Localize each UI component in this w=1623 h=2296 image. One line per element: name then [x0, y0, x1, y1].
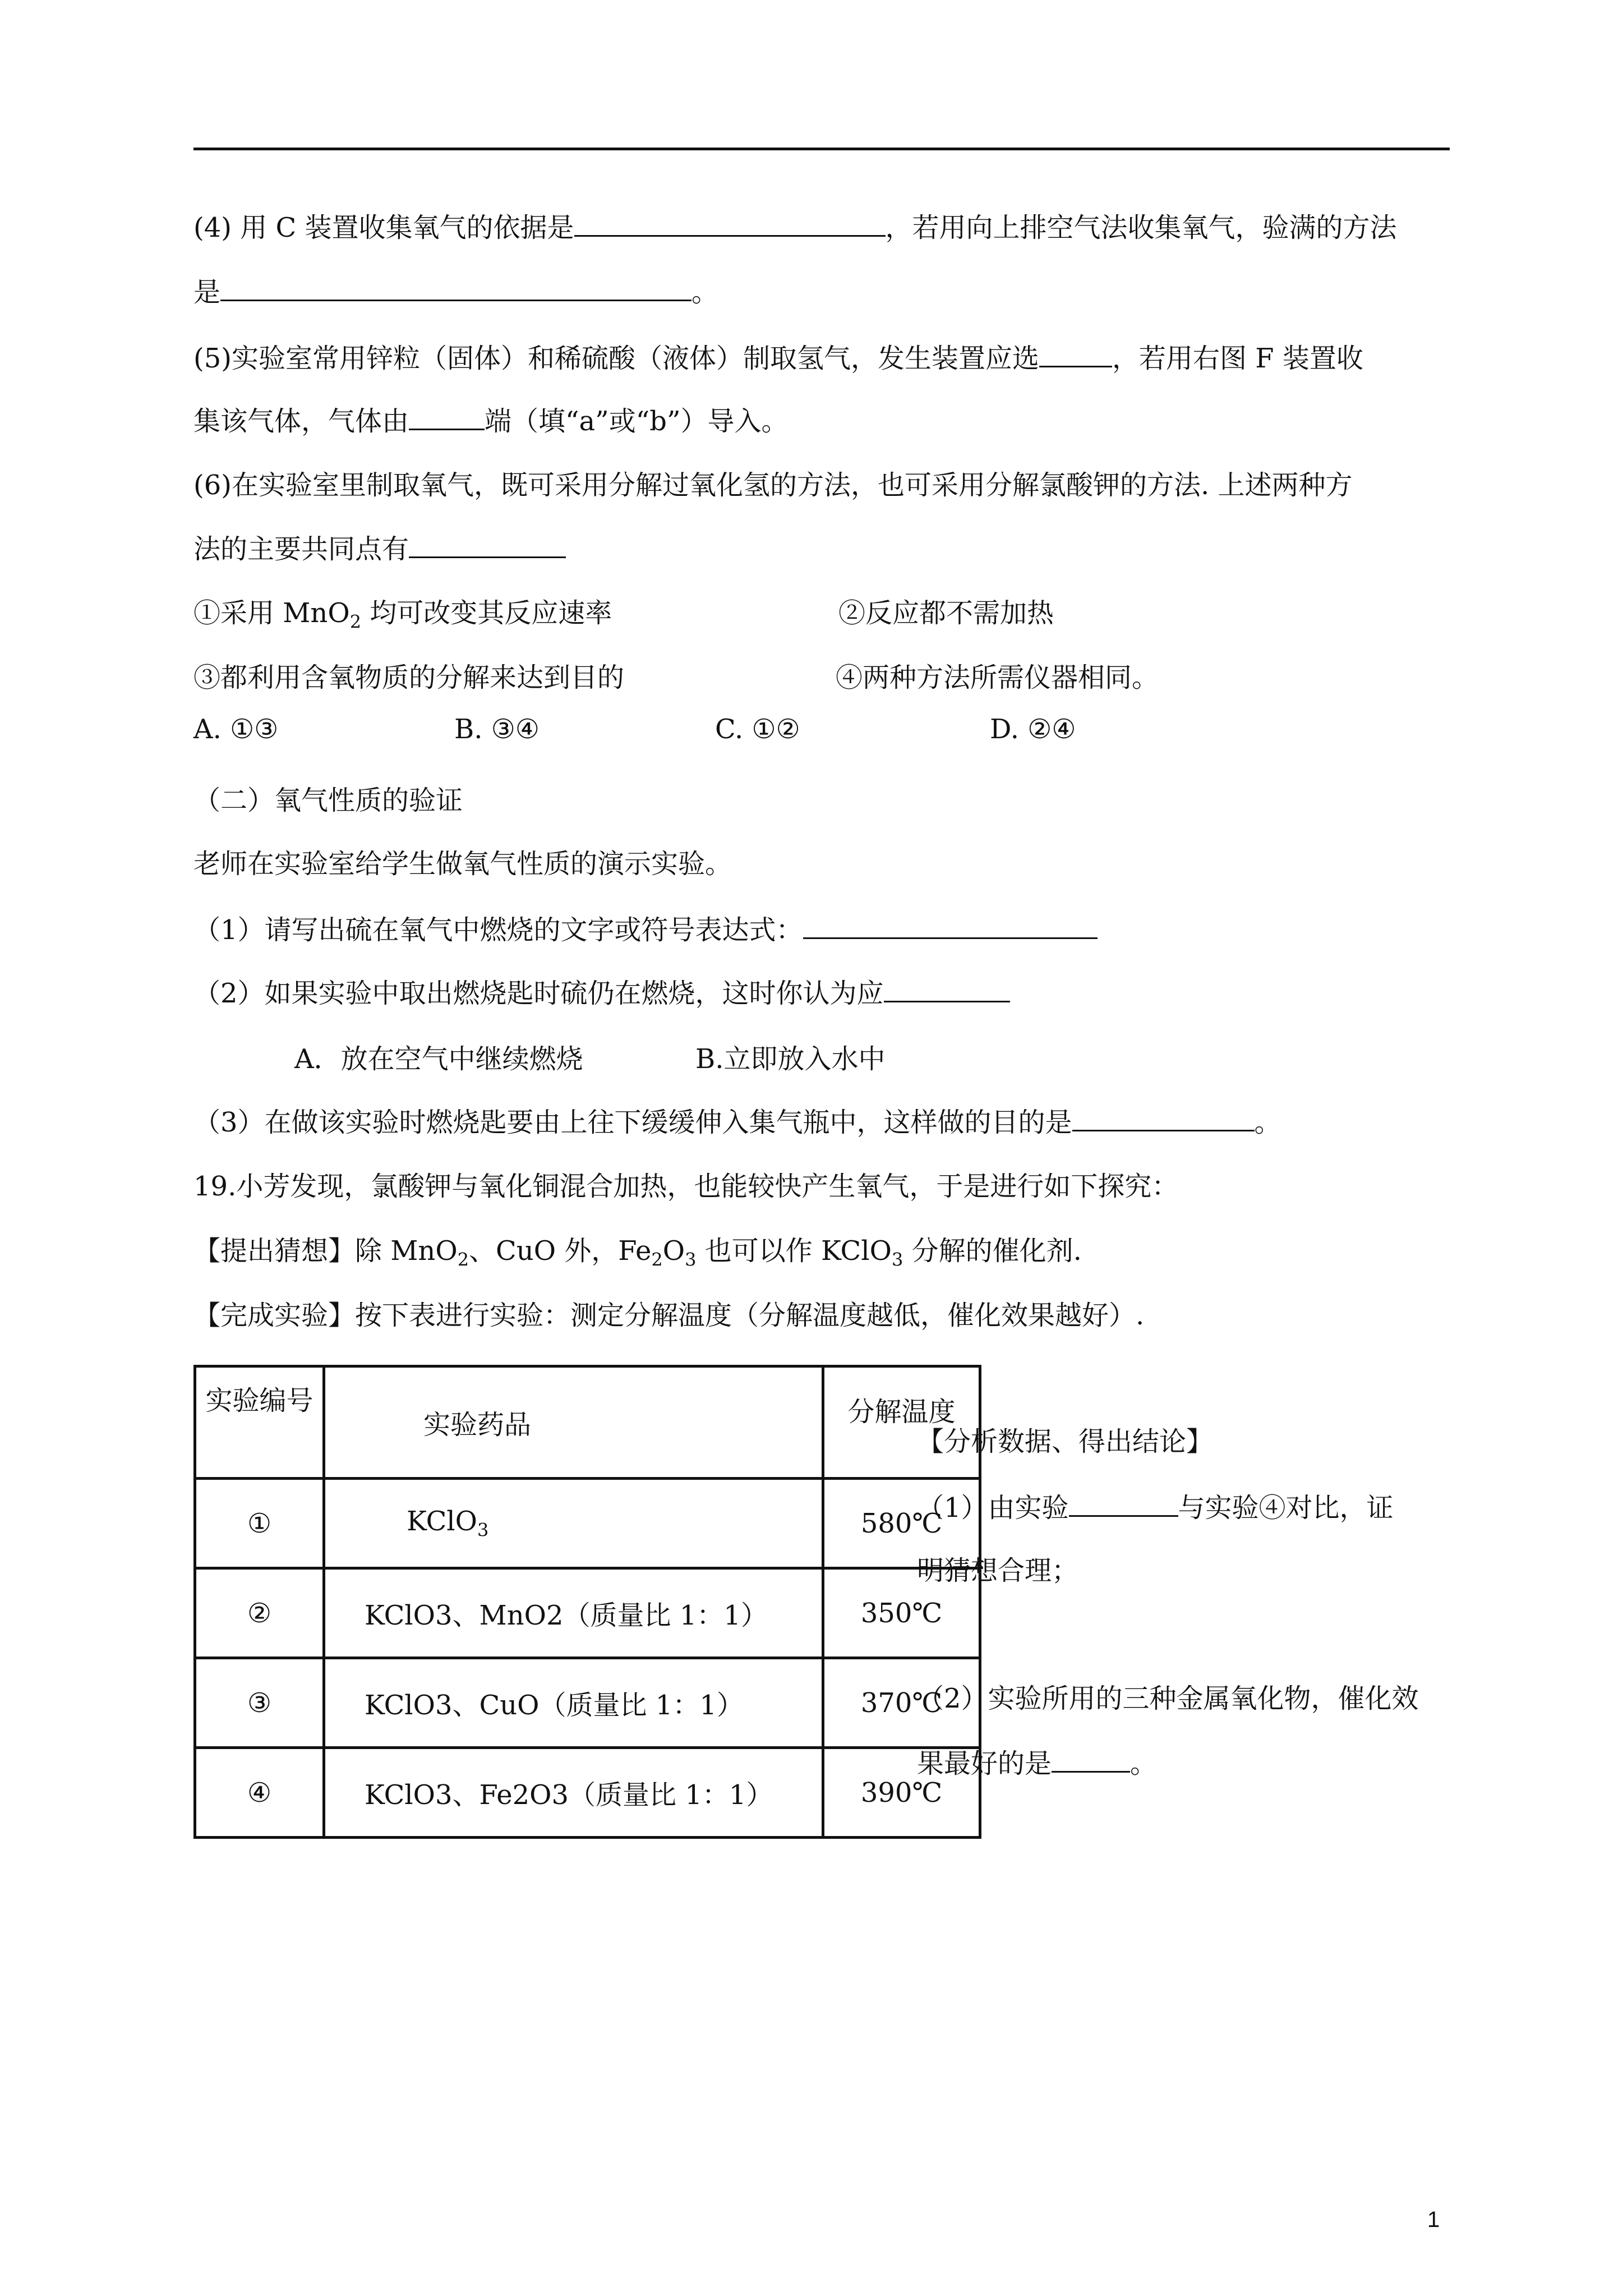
table-row — [195, 1479, 980, 1568]
q5-blank-2[interactable] — [409, 404, 485, 430]
q5-text-2: ，若用右图 F 装置收 — [1112, 343, 1363, 374]
header-rule — [193, 148, 1450, 150]
table-header-drug: 实验药品 — [324, 1366, 823, 1479]
table-cell-no: ④ — [195, 1748, 324, 1838]
table-cell-temp: 350℃ — [823, 1568, 980, 1658]
analysis-q1-text: （1）由实验 — [917, 1492, 1069, 1524]
q6-choice-d[interactable]: D. ②④ — [990, 714, 1076, 745]
q6-option-2: ②反应都不需加热 — [838, 597, 1054, 629]
q4-text-3: 是 — [193, 277, 221, 308]
section2-heading: （二）氧气性质的验证 — [193, 785, 463, 816]
section2-q2-option-a[interactable]: A．放在空气中继续燃烧 — [294, 1043, 583, 1075]
q4-text: (4) 用 C 装置收集氧气的依据是 — [193, 212, 574, 243]
table-cell-no: ② — [195, 1568, 324, 1658]
q19-experiment: 【完成实验】按下表进行实验：测定分解温度（分解温度越低，催化效果越好）. — [193, 1300, 1145, 1331]
table-cell-drug: KClO3、CuO（质量比 1：1） — [324, 1658, 823, 1748]
q5-text: (5)实验室常用锌粒（固体）和稀硫酸（液体）制取氢气，发生装置应选 — [193, 343, 1039, 374]
q6-option-1 — [193, 596, 612, 639]
hyp-text-a: 【提出猜想】除 MnO — [193, 1235, 458, 1267]
section2-q1-blank[interactable] — [803, 913, 1098, 939]
hyp-sub-2: 2 — [651, 1249, 663, 1271]
q6-option-3: ③都利用含氧物质的分解来达到目的 — [193, 662, 625, 693]
table-cell-drug: KClO3、Fe2O3（质量比 1：1） — [324, 1748, 823, 1838]
table-cell-no: ③ — [195, 1658, 324, 1748]
table-cell-no: ① — [195, 1479, 324, 1568]
section2-q2-option-b[interactable]: B.立即放入水中 — [695, 1043, 886, 1075]
q19-intro: 19.小芳发现，氯酸钾与氧化铜混合加热，也能较快产生氧气，于是进行如下探究： — [193, 1171, 1179, 1202]
hyp-text-c: O — [662, 1235, 685, 1267]
q6-choice-c[interactable]: C. ①② — [715, 714, 800, 745]
section2-intro: 老师在实验室给学生做氧气性质的演示实验。 — [193, 848, 732, 880]
analysis-q1-text-2: 与实验④对比，证 — [1178, 1492, 1394, 1524]
q5-text-4: 端（填“a”或“b”）导入。 — [485, 406, 789, 437]
section2-q3 — [193, 1105, 1281, 1139]
hyp-sub-1: 2 — [457, 1249, 469, 1271]
q6-line1: (6)在实验室里制取氧气，既可采用分解过氧化氢的方法，也可采用分解氯酸钾的方法. 上述两种方 — [193, 470, 1353, 501]
section2-q2 — [193, 976, 1010, 1010]
q19-hypothesis — [193, 1234, 1082, 1277]
q4-line2 — [193, 275, 718, 309]
q6-line2 — [193, 532, 566, 566]
section2-q1 — [193, 913, 1098, 947]
table-row — [195, 1568, 980, 1658]
table-cell-drug: KClO3、MnO2（质量比 1：1） — [324, 1568, 823, 1658]
q6-choice-a[interactable]: A. ①③ — [193, 714, 279, 745]
hyp-text-e: 分解的催化剂. — [903, 1235, 1082, 1267]
q5-line1 — [193, 341, 1363, 375]
q6-text: 法的主要共同点有 — [193, 533, 409, 565]
hyp-text-b: 、CuO 外，Fe — [469, 1235, 652, 1267]
page-number: 1 — [1427, 2207, 1440, 2232]
q4-blank-2[interactable] — [220, 275, 691, 301]
q5-text-3: 集该气体，气体由 — [193, 406, 409, 437]
q4-blank-1[interactable] — [574, 210, 886, 237]
q6-option-1-text-2: 均可改变其反应速率 — [361, 597, 612, 629]
table-cell-temp: 370℃ — [823, 1658, 980, 1748]
q6-option-1-sub: 2 — [349, 611, 362, 633]
q4-line1 — [193, 210, 1397, 245]
q4-text-4: 。 — [691, 277, 719, 308]
table-cell-temp: 390℃ — [823, 1748, 980, 1838]
table-row — [195, 1658, 980, 1748]
section2-q3-end: 。 — [1254, 1107, 1281, 1138]
q4-text-2: ，若用向上排空气法收集氧气，验满的方法 — [885, 212, 1397, 243]
table-cell-drug — [324, 1479, 823, 1568]
section2-q3-text: （3）在做该实验时燃烧匙要由上往下缓缓伸入集气瓶中，这样做的目的是 — [193, 1107, 1072, 1138]
analysis-q1-line1 — [917, 1490, 1394, 1525]
analysis-q1-blank[interactable] — [1069, 1490, 1178, 1517]
section2-q2-text: （2）如果实验中取出燃烧匙时硫仍在燃烧，这时你认为应 — [193, 978, 884, 1009]
analysis-q1-line2: 明猜想合理； — [917, 1555, 1079, 1586]
q6-option-4: ④两种方法所需仪器相同。 — [836, 662, 1159, 693]
analysis-q2-end: 。 — [1130, 1748, 1158, 1779]
table-cell-temp: 580℃ — [823, 1479, 980, 1568]
section2-q2-blank[interactable] — [884, 976, 1010, 1002]
analysis-title: 【分析数据、得出结论】 — [917, 1426, 1214, 1457]
analysis-q2-line1: （2）实验所用的三种金属氧化物，催化效 — [917, 1683, 1419, 1714]
section2-q3-blank[interactable] — [1072, 1105, 1255, 1131]
table-cell-drug-text: KClO — [407, 1506, 477, 1538]
table-row — [195, 1748, 980, 1838]
q5-line2 — [193, 404, 789, 438]
table-header-row — [195, 1366, 980, 1479]
hyp-text-d: 也可以作 KClO — [696, 1235, 892, 1267]
analysis-q2-text: 果最好的是 — [917, 1748, 1052, 1779]
q5-blank-1[interactable] — [1039, 341, 1112, 367]
experiment-table — [193, 1365, 981, 1839]
hyp-sub-3: 3 — [685, 1249, 697, 1271]
table-header-temp: 分解温度 — [823, 1366, 980, 1479]
q6-choice-b[interactable]: B. ③④ — [454, 714, 540, 745]
q6-blank[interactable] — [409, 532, 566, 558]
hyp-sub-4: 3 — [892, 1249, 903, 1271]
analysis-q2-line2 — [917, 1746, 1157, 1780]
table-header-no: 实验编号 — [195, 1366, 324, 1479]
analysis-q2-blank[interactable] — [1052, 1746, 1130, 1773]
section2-q1-text: （1）请写出硫在氧气中燃烧的文字或符号表达式： — [193, 914, 803, 946]
table-cell-drug-sub: 3 — [477, 1519, 489, 1541]
q6-option-1-text: ①采用 MnO — [193, 597, 350, 629]
